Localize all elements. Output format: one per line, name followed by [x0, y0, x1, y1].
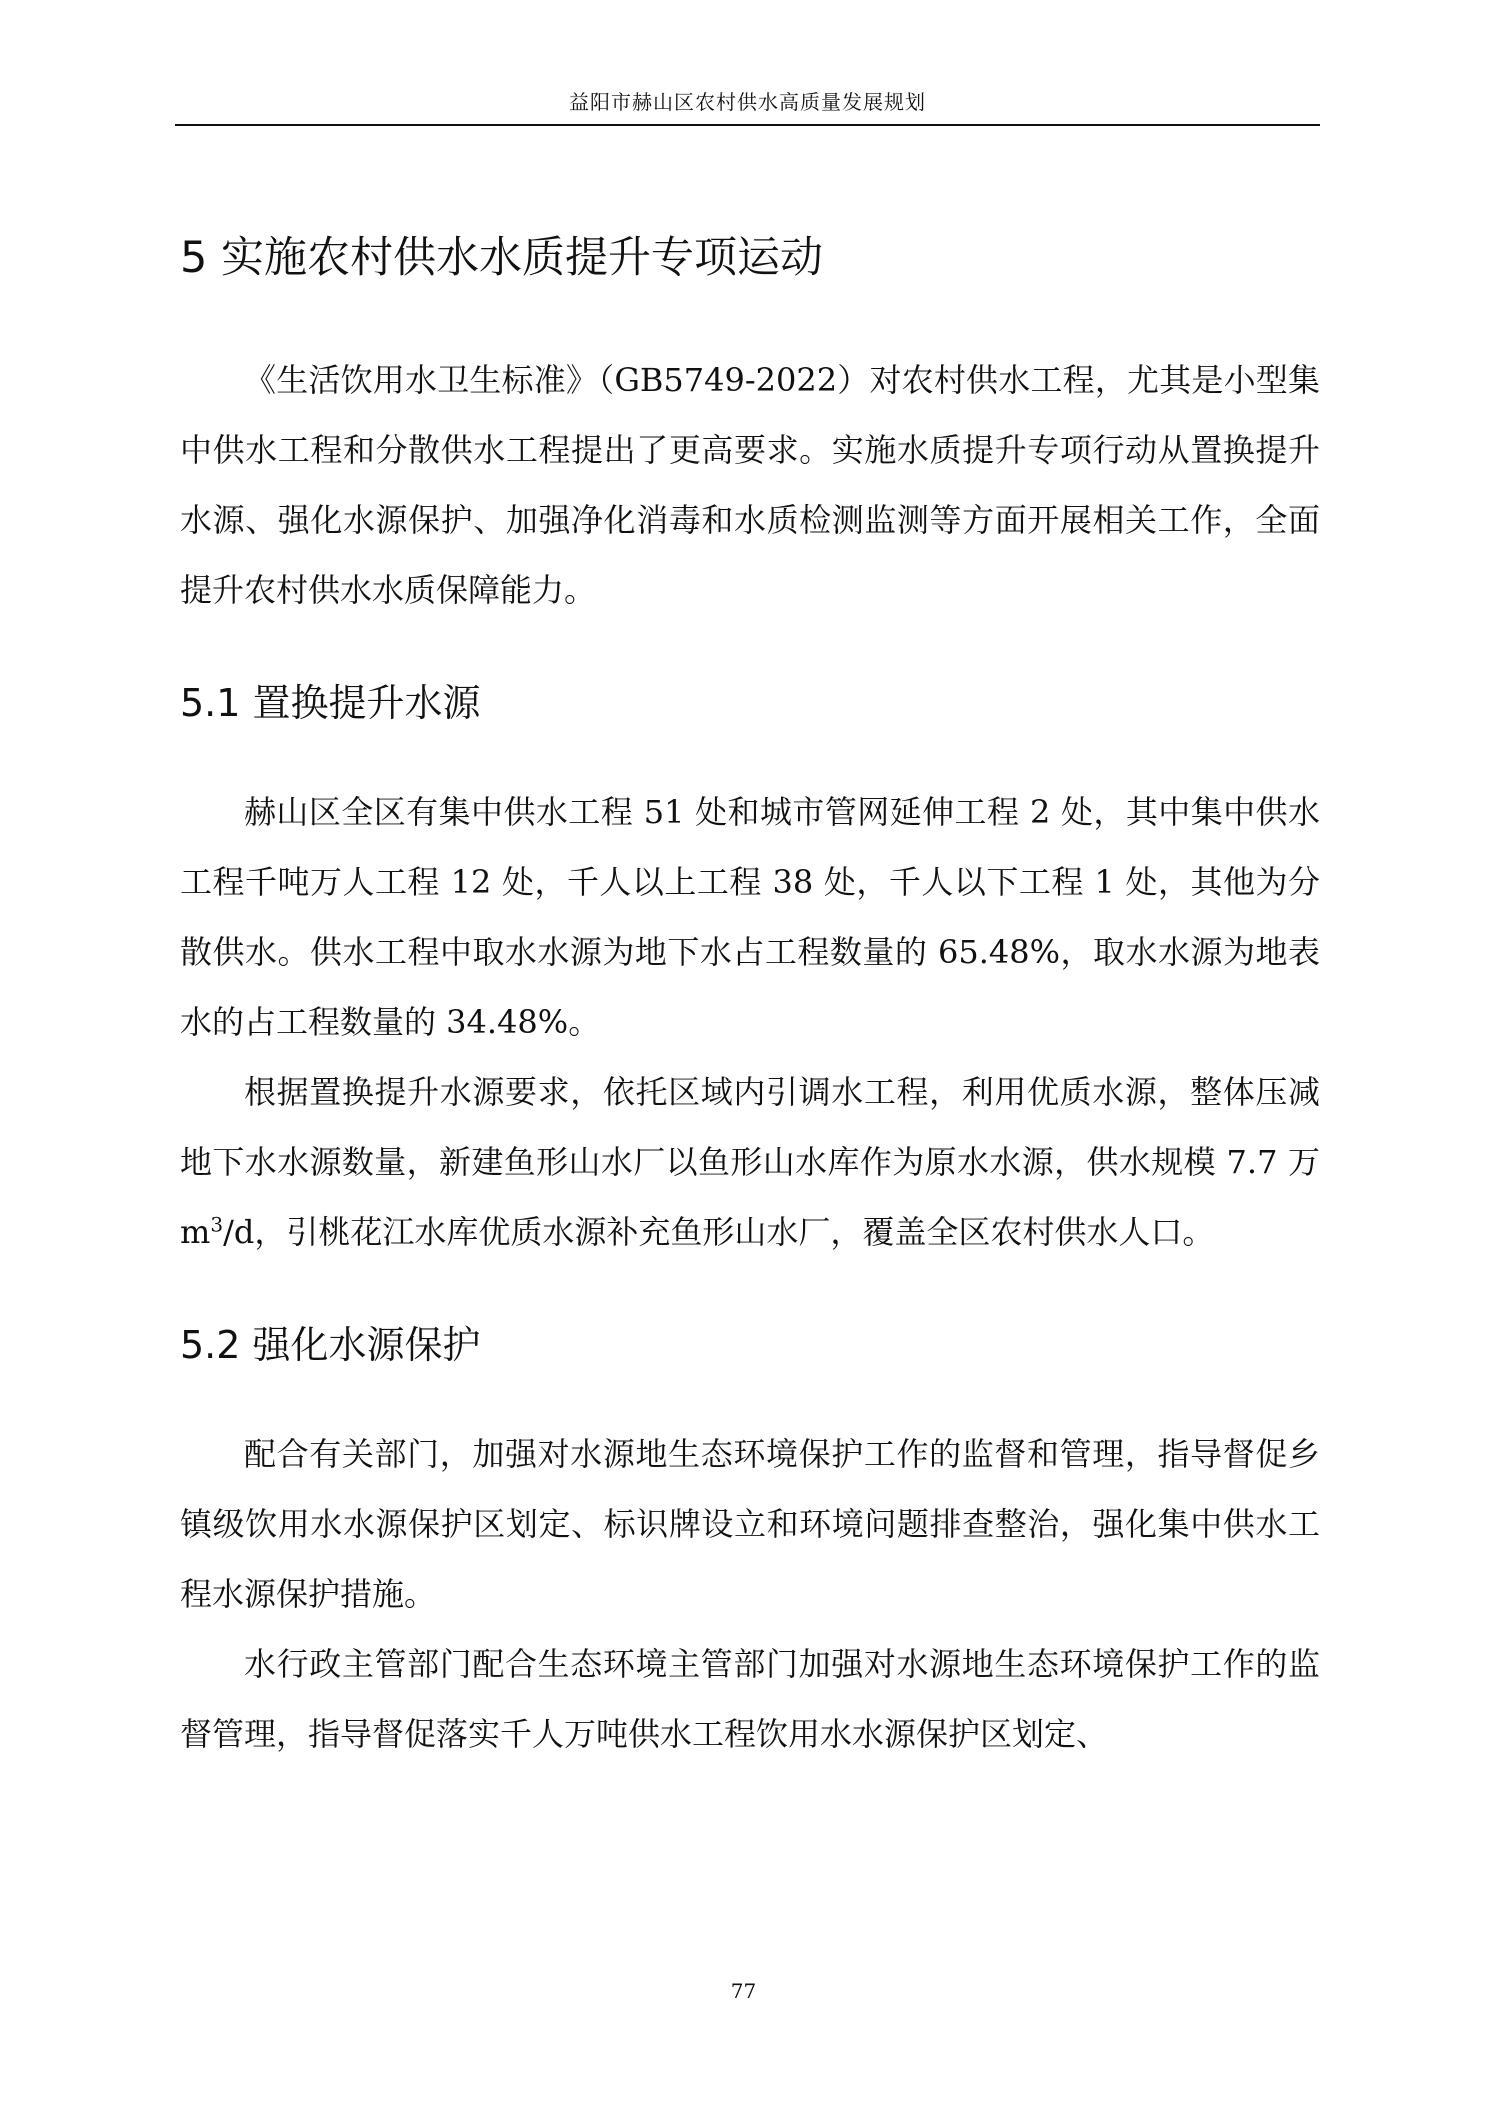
chapter-title: 5 实施农村供水水质提升专项运动 — [180, 233, 824, 283]
section-5-1-title: 5.1 置换提升水源 — [180, 681, 481, 725]
section-5-1-paragraph-2 — [180, 1057, 1320, 1267]
section-5-2-title: 5.2 强化水源保护 — [180, 1323, 481, 1367]
section-5-2-paragraph-1: 配合有关部门，加强对水源地生态环境保护工作的监督和管理，指导督促乡镇级饮用水水源保护区划定、标识牌设立和环境问题排查整治，强化集中供水工程水源保护措施。 — [180, 1435, 1320, 1613]
section-5-1-paragraph-1: 赫山区全区有集中供水工程 51 处和城市管网延伸工程 2 处，其中集中供水工程千吨万人工程 12 处，千人以上工程 38 处，千人以下工程 1 处，其他为分散供水。供水工程中取水水源为地下水占工程数量的 65.48%，取水水源为地表水的占工程数量的 34.48%。 — [180, 793, 1320, 1041]
chapter-intro-paragraph: 《生活饮用水卫生标准》（GB5749-2022）对农村供水工程，尤其是小型集中供水工程和分散供水工程提出了更高要求。实施水质提升专项行动从置换提升水源、强化水源保护、加强净化消毒和水质检测监测等方面开展相关工作，全面提升农村供水水质保障能力。 — [180, 361, 1320, 609]
header-rule — [175, 124, 1320, 126]
running-header: 益阳市赫山区农村供水高质量发展规划 — [569, 90, 926, 114]
page-number: 77 — [730, 1979, 757, 2003]
paragraph-text: 根据置换提升水源要求，依托区域内引调水工程，利用优质水源，整体压减地下水水源数量，新建鱼形山水厂以鱼形山水库作为原水水源，供水规模 7.7 万 m — [180, 1073, 1320, 1251]
superscript-exponent: 3 — [210, 1212, 224, 1237]
paragraph-text: /d，引桃花江水库优质水源补充鱼形山水厂，覆盖全区农村供水人口。 — [223, 1213, 1215, 1251]
page-content — [180, 228, 1320, 1769]
section-5-2-paragraph-2: 水行政主管部门配合生态环境主管部门加强对水源地生态环境保护工作的监督管理，指导督促落实千人万吨供水工程饮用水水源保护区划定、 — [180, 1645, 1320, 1753]
